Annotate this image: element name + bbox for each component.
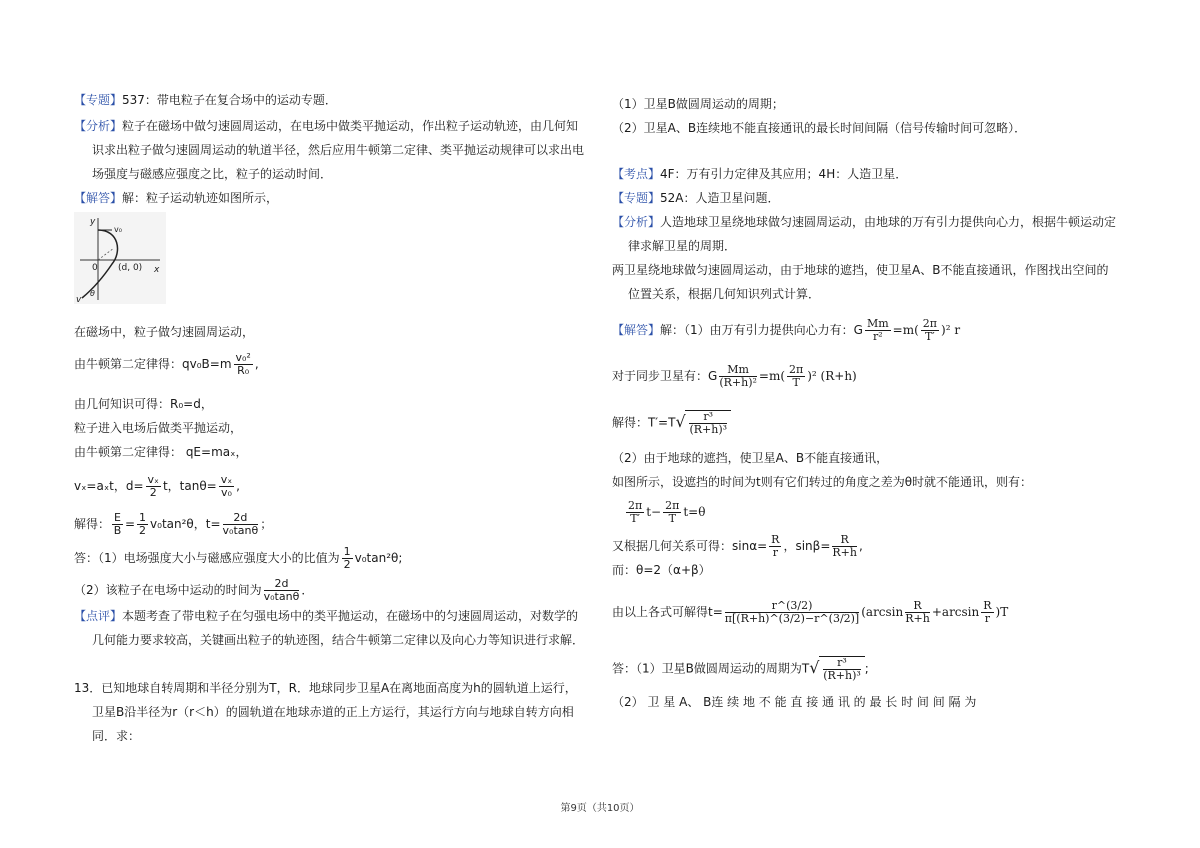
eq9-b: (arcsin: [861, 605, 904, 619]
eq3-den: (R+h)³: [689, 423, 728, 436]
eq2-f1d: (R+h)²: [719, 376, 757, 389]
fig-v0-label: v₀: [114, 225, 122, 234]
answer-line-1: [74, 190, 278, 206]
sol-line-9: [74, 578, 313, 603]
eq9-f2d: r: [984, 612, 991, 625]
eq1-frac1: [865, 318, 891, 343]
sol7-f1d: B: [113, 524, 122, 537]
eq1-f1n: Mm: [866, 317, 889, 330]
eq10-sqrt: [809, 656, 865, 682]
eq10-a: 答：（1）卫星B做圆周运动的周期为T: [612, 661, 810, 676]
topic-tag: 【专题】: [74, 93, 123, 107]
eq7-c: ,: [858, 539, 863, 553]
sol-line-2: [74, 352, 259, 377]
sol9-fd: v₀tanθ: [263, 590, 300, 603]
eq-line-10: [612, 656, 869, 682]
sol2-text: 由牛顿第二定律得：qv₀B=m: [74, 357, 232, 371]
sol6-f1d: 2: [149, 486, 157, 499]
eq9-f2n: R: [983, 599, 992, 612]
sol8-b: v₀tan²θ;: [354, 551, 403, 565]
r-analysis-tag: 【分析】: [612, 215, 661, 229]
eq2-f2d: T: [792, 376, 800, 389]
eq9-frac1: [905, 600, 930, 625]
eq-line-3: [612, 410, 731, 436]
q13-line-3: 同．求：: [92, 729, 141, 743]
eq6-f1d: T′: [630, 512, 641, 525]
sol7-f3n: 2d: [223, 512, 259, 525]
sol6-a: vₓ=aₓt，d=: [74, 479, 144, 493]
eq1-f1d: r²: [872, 330, 883, 343]
sol6-b: t，tanθ=: [162, 479, 217, 493]
sol6-f2d: v₀: [220, 486, 232, 499]
eq7-a: 又根据几何关系可得：sinα=: [612, 539, 768, 553]
eq-line-7: [612, 534, 863, 559]
eq-line-2: [612, 364, 857, 389]
sol7-f2d: 2: [139, 524, 147, 537]
r-topic-tag: 【专题】: [612, 191, 661, 205]
sol6-frac1: [146, 474, 161, 499]
sol7-c: ；: [260, 517, 273, 531]
fig-point-label: (d, 0): [118, 263, 143, 273]
question-2: （2）卫星A、B连续地不能直接通讯的最长时间间隔（信号传输时间可忽略）．: [612, 121, 1027, 135]
eq10-den: (R+h)³: [823, 669, 861, 682]
analysis-text-1: 粒子在磁场中做匀速圆周运动，在电场中做类平抛运动，作出粒子运动轨迹，由几何知: [122, 119, 579, 133]
eq2-frac1: [719, 364, 757, 389]
eq9-a: 由以上各式可解得t=: [612, 605, 723, 619]
eq1-a: 解：（1）由万有引力提供向心力有：G: [660, 323, 863, 337]
eq10-b: ;: [864, 661, 869, 676]
keypoint-tag: 【考点】: [612, 167, 661, 181]
sol2-post: ,: [254, 357, 259, 371]
sol7-eq: =: [124, 517, 136, 531]
fig-origin-label: 0: [92, 263, 98, 273]
sol6-frac2: [219, 474, 234, 499]
question-1: （1）卫星B做圆周运动的周期；: [612, 97, 784, 111]
sol-line-1: 在磁场中，粒子做匀速圆周运动，: [74, 325, 255, 339]
eq3-a: 解得：T′=T: [612, 415, 676, 430]
sol-line-7: [74, 512, 272, 537]
answer-tag: 【解答】: [74, 191, 123, 205]
comment-line-2: 几何能力要求较高，关键画出粒子的轨迹图，结合牛顿第二定律以及向心力等知识进行求解．: [92, 633, 585, 647]
sol-line-5: 由牛顿第二定律得： qE=maₓ，: [74, 445, 248, 459]
eq6-a: t−: [646, 505, 662, 519]
sol8-fd: 2: [343, 558, 351, 571]
sol6-f2n: vₓ: [220, 473, 233, 486]
sol-line-8: [74, 546, 402, 571]
analysis-line-1: [74, 118, 578, 134]
sol-line-3: 由几何知识可得：R₀=d，: [74, 397, 213, 411]
eq9-num: r^(3/2): [725, 600, 859, 613]
sol7-frac1: [112, 512, 123, 537]
sol2-den: R₀: [237, 364, 250, 377]
r-analysis-line-3: 两卫星绕地球做匀速圆周运动，由于地球的遮挡，使卫星A、B不能直接通讯，作图找出空间的: [612, 263, 1109, 277]
eq9-den: π[(R+h)^(3/2)−r^(3/2)]: [724, 612, 860, 625]
r-topic-text: 52A：人造卫星问题．: [660, 191, 780, 205]
eq7-f1d: r: [772, 546, 778, 559]
eq7-b: ，sinβ=: [783, 539, 831, 553]
analysis-line-2: 识求出粒子做匀速圆周运动的轨道半径，然后应用牛顿第二定律、类平抛运动规律可以求出电: [92, 143, 585, 157]
eq2-f2n: 2π: [789, 363, 804, 376]
eq-line-4: （2）由于地球的遮挡，使卫星A、B不能直接通讯，: [612, 451, 889, 465]
topic-text: 537：带电粒子在复合场中的运动专题．: [122, 93, 337, 107]
eq6-f1n: 2π: [628, 499, 643, 512]
sol7-frac3: [223, 512, 259, 537]
sol9-b: ．: [301, 583, 314, 597]
sol7-f2n: 1: [139, 511, 147, 524]
q13-line-2: 卫星B沿半径为r（r＜h）的圆轨道在地球赤道的正上方运行，其运行方向与地球自转方向相: [92, 705, 574, 719]
eq9-d: )T: [995, 605, 1009, 619]
eq7-frac1: [769, 534, 781, 559]
sqrt-sign: √: [675, 412, 686, 431]
eq6-frac1: [626, 500, 644, 525]
eq6-frac2: [663, 500, 681, 525]
eq1-frac2: [921, 318, 939, 343]
r-analysis-line-2: 律求解卫星的周期．: [628, 239, 737, 253]
eq2-c: )² (R+h): [807, 369, 857, 383]
eq2-b: =m(: [758, 369, 786, 383]
eq2-f1n: Mm: [719, 364, 757, 377]
comment-tag: 【点评】: [74, 609, 123, 623]
eq9-f1n: R: [905, 600, 930, 613]
r-analysis-line-1: [612, 214, 1116, 230]
sol8-frac: [342, 546, 353, 571]
answer-text-1: 解：粒子运动轨迹如图所示，: [122, 191, 279, 205]
sol2-fraction: [234, 352, 253, 377]
eq10-frac: [823, 657, 861, 682]
q13-line-1: 13．已知地球自转周期和半径分别为T，R．地球同步卫星A在离地面高度为h的圆轨道上运行，: [74, 681, 577, 695]
analysis-tag: 【分析】: [74, 119, 123, 133]
eq1-f2d: T′: [924, 330, 935, 343]
sol-line-6: [74, 474, 240, 499]
eq-line-1: [612, 318, 960, 343]
eq1-c: )² r: [941, 323, 961, 337]
eq1-b: =m(: [892, 323, 919, 337]
sol9-frac: [264, 578, 300, 603]
topic-line: [74, 92, 337, 108]
eq2-a: 对于同步卫星有：G: [612, 369, 718, 383]
eq9-frac-main: [725, 600, 859, 625]
sol7-b: v₀tan²θ，t=: [150, 517, 221, 531]
r-answer-tag: 【解答】: [612, 323, 661, 337]
page-footer: 第9页（共10页）: [560, 803, 640, 814]
sol8-fn: 1: [343, 545, 351, 558]
analysis-line-3: 场强度与磁感应强度之比，粒子的运动时间．: [92, 167, 333, 181]
sol6-f1n: vₓ: [147, 473, 159, 486]
keypoint-text: 4F：万有引力定律及其应用；4H：人造卫星．: [660, 167, 908, 181]
eq6-f2n: 2π: [665, 499, 680, 512]
eq6-f2d: T: [668, 512, 676, 525]
sol6-c: ,: [236, 479, 240, 493]
fig-v-label: v: [76, 295, 82, 304]
eq-line-8: 而：θ=2（α+β）: [612, 563, 711, 577]
eq-line-6: [624, 500, 705, 525]
eq3-sqrt: [675, 410, 731, 436]
fig-x-label: x: [154, 265, 160, 275]
eq1-f2n: 2π: [922, 317, 938, 330]
eq-line-5: 如图所示，设遮挡的时间为t则有它们转过的角度之差为θ时就不能通讯，则有：: [612, 475, 1033, 489]
eq9-f1d: R+h: [905, 612, 930, 625]
sol9-a: （2）该粒子在电场中运动的时间为: [74, 583, 262, 597]
eq6-b: t=θ: [683, 505, 706, 519]
eq9-c: +arcsin: [931, 605, 980, 619]
sol7-a: 解得：: [74, 517, 111, 531]
comment-text-1: 本题考查了带电粒子在匀强电场中的类平抛运动，在磁场中的匀速圆周运动，对数学的: [122, 609, 579, 623]
eq7-f2n: R: [832, 534, 857, 547]
eq9-frac2: [981, 600, 993, 625]
sol7-frac2: [137, 512, 148, 537]
sqrt-sign: √: [809, 658, 820, 677]
sol-line-4: 粒子进入电场后做类平抛运动，: [74, 421, 243, 435]
sol7-f1n: E: [114, 511, 121, 524]
eq7-f2d: R+h: [832, 546, 857, 559]
eq2-frac2: [787, 364, 805, 389]
sol2-num: v₀²: [235, 351, 251, 364]
fig-y-label: y: [90, 217, 96, 227]
eq7-f1n: R: [771, 533, 780, 546]
r-topic-line: [612, 190, 780, 206]
eq-line-11: （2） 卫 星 A、 B连 续 地 不 能 直 接 通 讯 的 最 长 时 间 间 隔 为: [612, 695, 977, 709]
eq7-frac2: [832, 534, 857, 559]
r-analysis-line-4: 位置关系，根据几何知识列式计算．: [628, 287, 821, 301]
sol9-fn: 2d: [264, 578, 300, 591]
trajectory-figure: [74, 212, 166, 304]
r-analysis-text-1: 人造地球卫星绕地球做匀速圆周运动，由地球的万有引力提供向心力，根据牛顿运动定: [660, 215, 1117, 229]
eq10-num: r³: [823, 657, 861, 670]
fig-theta-label: θ: [90, 289, 95, 298]
eq3-frac: [689, 411, 727, 436]
sol7-f3d: v₀tanθ: [222, 524, 259, 537]
eq3-num: r³: [689, 411, 727, 424]
keypoint-line: [612, 166, 907, 182]
comment-line-1: [74, 608, 578, 624]
eq-line-9: [612, 600, 1008, 625]
sol8-a: 答：（1）电场强度大小与磁感应强度大小的比值为: [74, 551, 340, 565]
